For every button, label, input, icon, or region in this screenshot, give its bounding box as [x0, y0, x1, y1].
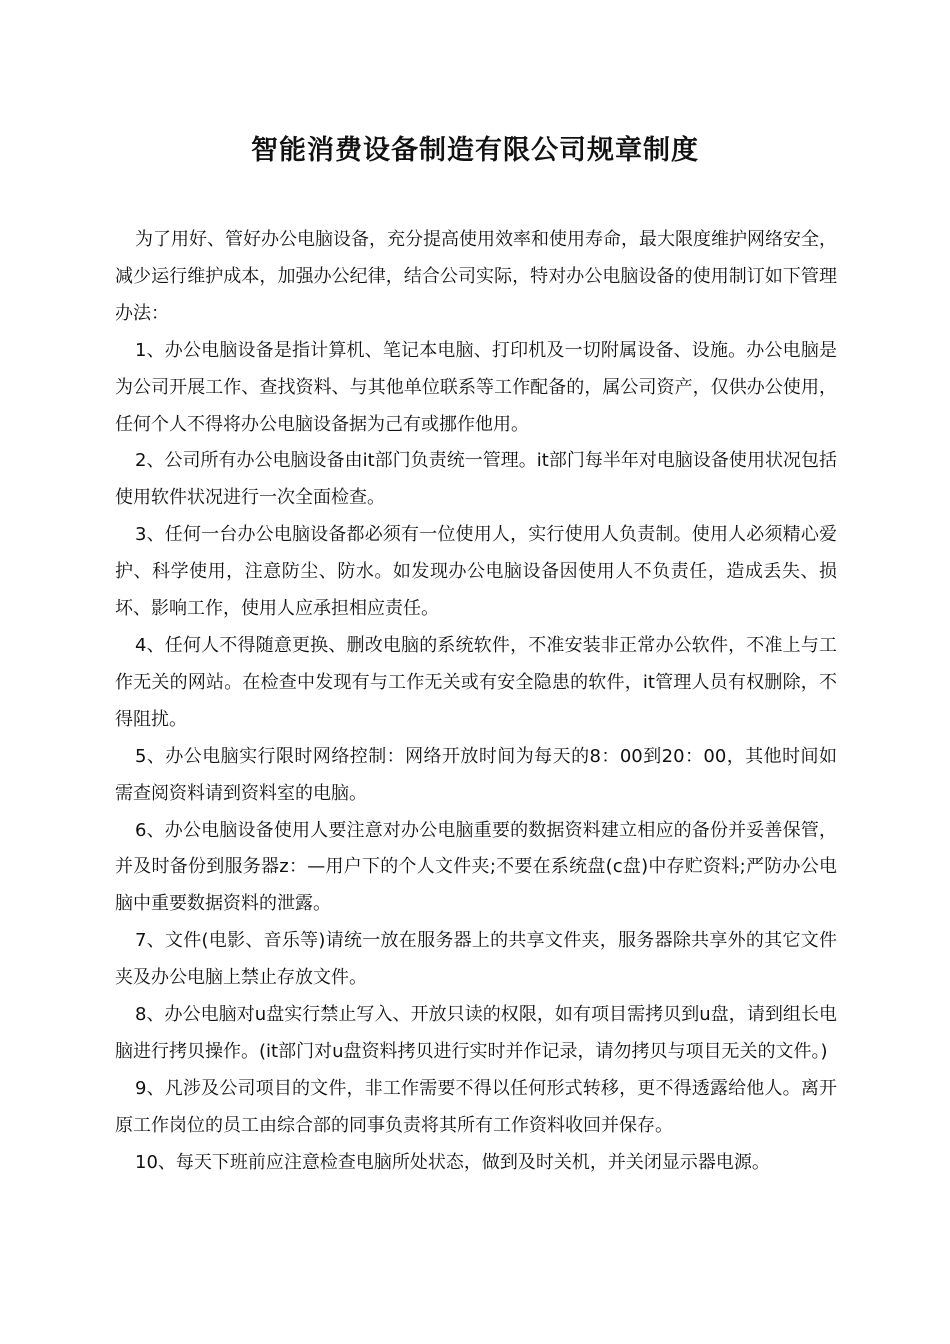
clause-1: 1、办公电脑设备是指计算机、笔记本电脑、打印机及一切附属设备、设施。办公电脑是为公司开展工作、查找资料、与其他单位联系等工作配备的，属公司资产，仅供办公使用，任何个人不得将办公电脑设备据为己有或挪作他用。 [115, 339, 837, 435]
document-title: 智能消费设备制造有限公司规章制度 [251, 135, 699, 166]
clause-6: 6、办公电脑设备使用人要注意对办公电脑重要的数据资料建立相应的备份并妥善保管，并及时备份到服务器z：—用户下的个人文件夹;不要在系统盘(c盘)中存贮资料;严防办公电脑中重要数据资料的泄露。 [115, 819, 837, 915]
clause-7: 7、文件(电影、音乐等)请统一放在服务器上的共享文件夹，服务器除共享外的其它文件夹及办公电脑上禁止存放文件。 [115, 930, 837, 989]
clause-3: 3、任何一台办公电脑设备都必须有一位使用人，实行使用人负责制。使用人必须精心爱护、科学使用，注意防尘、防水。如发现办公电脑设备因使用人不负责任，造成丢失、损坏、影响工作，使用人应承担相应责任。 [115, 524, 837, 620]
document-body [115, 222, 837, 1182]
clause-9: 9、凡涉及公司项目的文件，非工作需要不得以任何形式转移，更不得透露给他人。离开原工作岗位的员工由综合部的同事负责将其所有工作资料收回并保存。 [115, 1077, 837, 1136]
clause-2: 2、公司所有办公电脑设备由it部门负责统一管理。it部门每半年对电脑设备使用状况包括使用软件状况进行一次全面检查。 [115, 450, 837, 509]
clause-4: 4、任何人不得随意更换、删改电脑的系统软件，不准安装非正常办公软件，不准上与工作无关的网站。在检查中发现有与工作无关或有安全隐患的软件，it管理人员有权删除，不得阻扰。 [115, 634, 837, 730]
clause-8: 8、办公电脑对u盘实行禁止写入、开放只读的权限，如有项目需拷贝到u盘，请到组长电脑进行拷贝操作。(it部门对u盘资料拷贝进行实时并作记录，请勿拷贝与项目无关的文件。) [115, 1004, 837, 1062]
clause-5: 5、办公电脑实行限时网络控制：网络开放时间为每天的8：00到20：00，其他时间如需查阅资料请到资料室的电脑。 [115, 745, 837, 804]
intro-paragraph: 为了用好、管好办公电脑设备，充分提高使用效率和使用寿命，最大限度维护网络安全，减少运行维护成本，加强办公纪律，结合公司实际，特对办公电脑设备的使用制订如下管理办法： [115, 229, 837, 324]
clause-10: 10、每天下班前应注意检查电脑所处状态，做到及时关机，并关闭显示器电源。 [135, 1151, 770, 1173]
